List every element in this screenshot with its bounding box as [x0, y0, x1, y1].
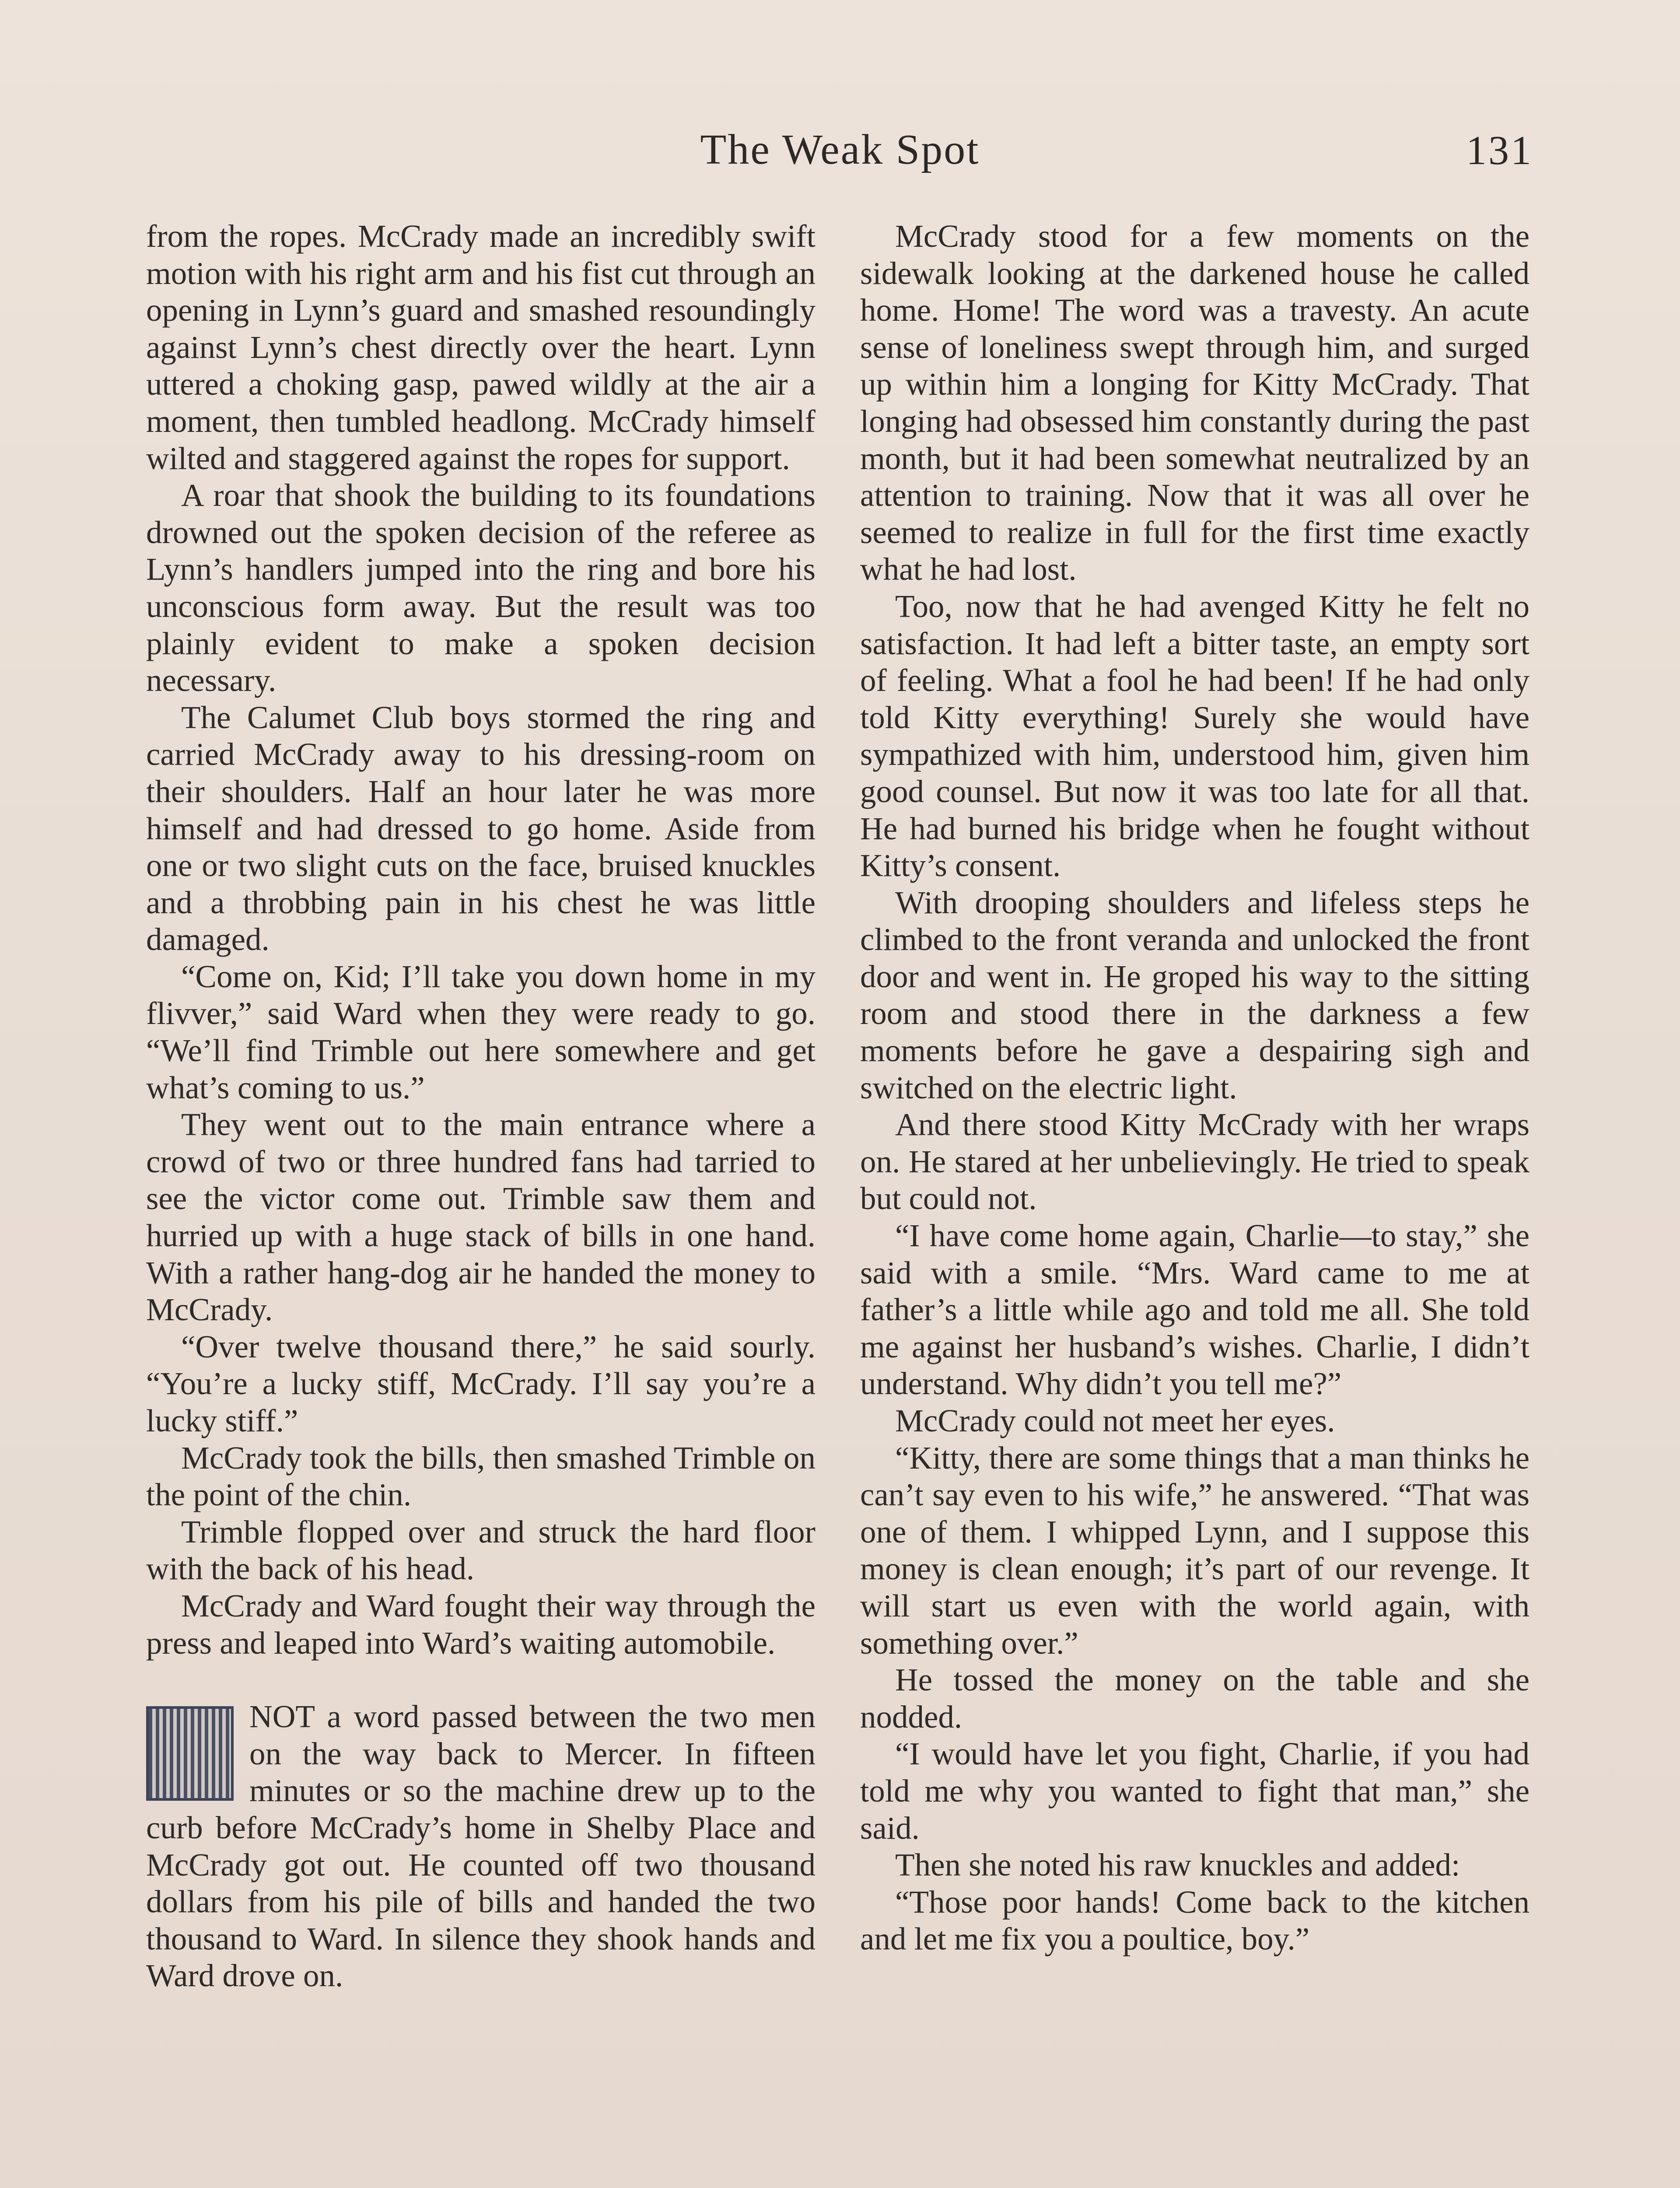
paragraph: McCrady stood for a few moments on the sidewalk looking at the darkened house he called home. Home! The word was a travesty. An acute sense of loneliness swept through him, and surged up within him a longing for Kitty McCrady. That longing had obsessed him constantly during the past month, but it had been somewhat neutralized by an attention to training. Now that it was all over he seemed to realize in full for the first time exactly what he had lost.: [860, 218, 1530, 587]
paragraph: Then she noted his raw knuckles and added:: [895, 1847, 1460, 1883]
paragraph: McCrady and Ward fought their way through the press and leaped into Ward’s waiting automobile.: [146, 1588, 816, 1661]
paragraph: “Those poor hands! Come back to the kitchen and let me fix you a poultice, boy.”: [860, 1884, 1530, 1957]
paragraph: McCrady could not meet her eyes.: [895, 1403, 1335, 1438]
paragraph: The Calumet Club boys stormed the ring and carried McCrady away to his dressing-room on their shoulders. Half an hour later he was more himself and had dressed to go home. Aside from one or two slight cuts on the face, bruised knuckles and a throbbing pain in his chest he was little damaged.: [146, 699, 816, 957]
paragraph: McCrady took the bills, then smashed Trimble on the point of the chin.: [146, 1440, 816, 1513]
running-title: The Weak Spot: [700, 126, 980, 173]
paragraph: “I would have let you fight, Charlie, if you had told me why you wanted to fight that man,” she said.: [860, 1736, 1530, 1846]
page-number: 131: [1466, 128, 1533, 173]
running-head: [0, 125, 1680, 182]
paragraph: A roar that shook the building to its foundations drowned out the spoken decision of the referee as Lynn’s handlers jumped into the ring and bore his unconscious form away. But the result was too plainly evident to make a spoken decision necessary.: [146, 477, 816, 698]
left-column: [146, 218, 816, 1995]
section-break-paragraph: [146, 1698, 816, 1995]
paragraph: He tossed the money on the table and she nodded.: [860, 1662, 1530, 1735]
paragraph: Too, now that he had avenged Kitty he felt no satisfaction. It had left a bitter taste, an empty sort of feeling. What a fool he had been! If he had only told Kitty everything! Surely she would have sympathized with him, understood him, given him good counsel. But now it was too late for all that. He had burned his bridge when he fought without Kitty’s consent.: [860, 588, 1530, 884]
paragraph: “Over twelve thousand there,” he said sourly. “You’re a lucky stiff, McCrady. I’ll say you’re a lucky stiff.”: [146, 1329, 816, 1438]
paragraph: They went out to the main entrance where a crowd of two or three hundred fans had tarried to see the victor come out. Trimble saw them and hurried up with a huge stack of bills in one hand. With a rather hang-dog air he handed the money to McCrady.: [146, 1107, 816, 1328]
paragraph: “Come on, Kid; I’ll take you down home in my flivver,” said Ward when they were ready to go. “We’ll find Trimble out here somewhere and get what’s coming to us.”: [146, 958, 816, 1105]
paragraph: With drooping shoulders and lifeless steps he climbed to the front veranda and unlocked the front door and went in. He groped his way to the sitting room and stood there in the darkness a few moments before he gave a despairing sigh and switched on the electric light.: [860, 884, 1530, 1105]
paragraph: Trimble flopped over and struck the hard floor with the back of his head.: [146, 1514, 816, 1587]
right-column: [860, 218, 1530, 1958]
paragraph: “I have come home again, Charlie—to stay,” she said with a smile. “Mrs. Ward came to me at father’s a little while ago and told me all. She told me against her husband’s wishes. Charlie, I didn’t understand. Why didn’t you tell me?”: [860, 1218, 1530, 1402]
paragraph: “Kitty, there are some things that a man thinks he can’t say even to his wife,” he answered. “That was one of them. I whipped Lynn, and I suppose this money is clean enough; it’s part of our revenge. It will start us even with the world again, with something over.”: [860, 1440, 1530, 1661]
section-break-text: NOT a word passed between the two men on the way back to Mercer. In fifteen minutes or so the machine drew up to the curb before McCrady’s home in Shelby Place and McCrady got out. He counted off two thousand dollars from his pile of bills and handed the two thousand to Ward. In silence they shook hands and Ward drove on.: [146, 1699, 816, 1994]
paragraph: And there stood Kitty McCrady with her wraps on. He stared at her unbelievingly. He tried to speak but could not.: [860, 1107, 1530, 1217]
paragraph: from the ropes. McCrady made an incredibly swift motion with his right arm and his fist cut through an opening in Lynn’s guard and smashed resoundingly against Lynn’s chest directly over the heart. Lynn uttered a choking gasp, pawed wildly at the air a moment, then tumbled headlong. McCrady himself wilted and staggered against the ropes for support.: [146, 218, 816, 476]
dropcap-ornament: [146, 1706, 234, 1801]
